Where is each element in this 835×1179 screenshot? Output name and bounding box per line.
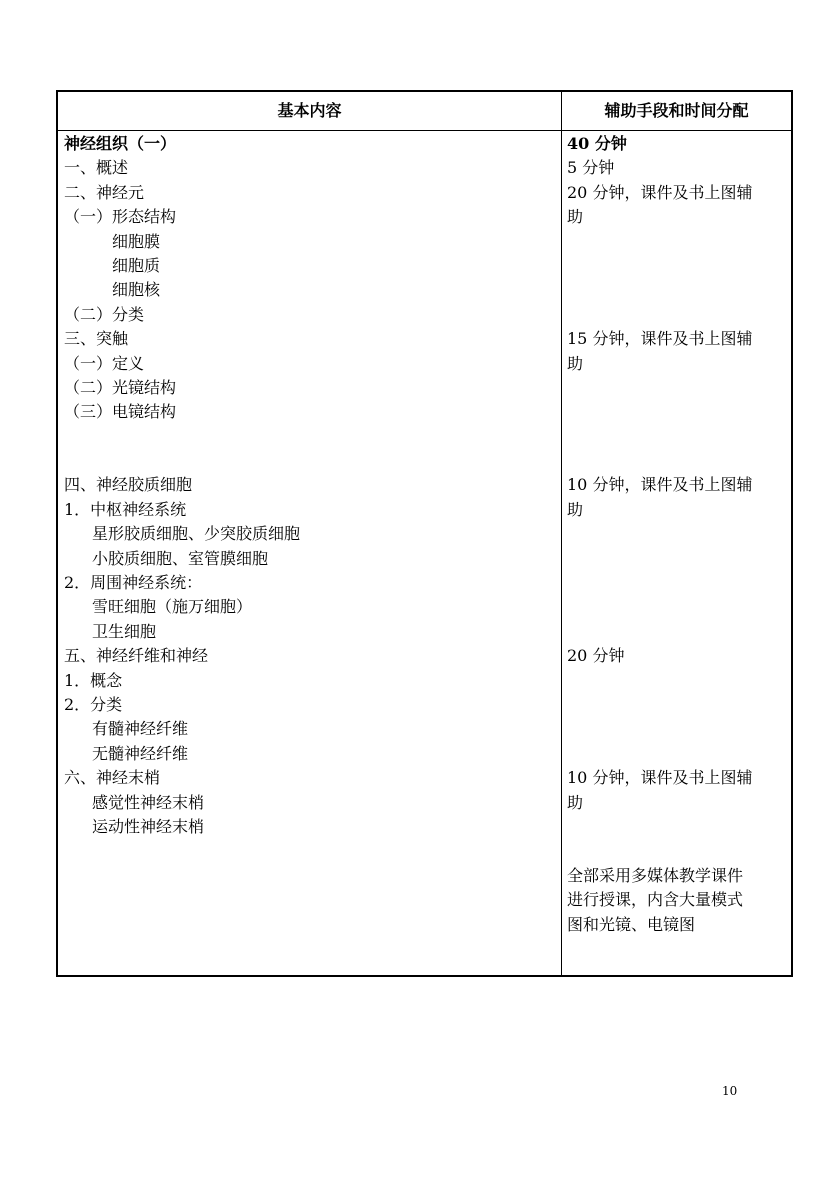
content-line: 有髓神经纤维 [92, 719, 189, 739]
content-line: （三）电镜结构 [64, 402, 177, 422]
content-line: 星形胶质细胞、少突胶质细胞 [92, 524, 301, 544]
content-line: 1．概念 [64, 670, 123, 690]
content-line: 小胶质细胞、室管膜细胞 [92, 548, 269, 568]
content-line: 卫生细胞 [92, 621, 157, 641]
content-line: 三、突触 [64, 329, 129, 349]
summary-note: 进行授课，内含大量模式 [567, 890, 744, 910]
content-line: （一）定义 [64, 353, 145, 373]
time-note: 20 分钟，课件及书上图辅 [567, 182, 753, 202]
time-note: 5 分钟 [567, 158, 615, 178]
content-line: 六、神经末梢 [64, 768, 161, 788]
content-line: 细胞核 [112, 280, 161, 300]
blank-line [567, 571, 789, 595]
content-line: 2．分类 [64, 694, 123, 714]
content-line: 感觉性神经末梢 [92, 792, 205, 812]
time-column [567, 132, 789, 937]
blank-line [64, 425, 554, 449]
summary-note: 全部采用多媒体教学课件 [567, 865, 744, 885]
content-line: 二、神经元 [64, 182, 145, 202]
blank-line [567, 620, 789, 644]
topic-title: 神经组织（一） [64, 134, 177, 153]
blank-line [567, 230, 789, 254]
blank-line [567, 839, 789, 863]
blank-line [567, 376, 789, 400]
summary-note: 图和光镜、电镜图 [567, 914, 696, 934]
total-time: 40 分钟 [567, 134, 627, 153]
content-line: 运动性神经末梢 [92, 816, 205, 836]
content-line: 雪旺细胞（施万细胞） [92, 597, 253, 617]
content-line: 五、神经纤维和神经 [64, 646, 209, 666]
content-line: 四、神经胶质细胞 [64, 475, 193, 495]
blank-line [567, 522, 789, 546]
content-line: 细胞质 [112, 255, 161, 275]
time-note: 10 分钟，课件及书上图辅 [567, 475, 753, 495]
blank-line [567, 547, 789, 571]
content-column [64, 132, 554, 839]
blank-line [567, 254, 789, 278]
time-note: 15 分钟，课件及书上图辅 [567, 329, 753, 349]
blank-line [567, 717, 789, 741]
content-line: （一）形态结构 [64, 207, 177, 227]
blank-line [567, 669, 789, 693]
header-divider [58, 130, 791, 131]
blank-line [567, 425, 789, 449]
content-line: 细胞膜 [112, 231, 161, 251]
time-note: 助 [567, 499, 584, 519]
column-divider [561, 92, 562, 975]
time-note: 助 [567, 792, 584, 812]
content-line: （二）分类 [64, 304, 145, 324]
blank-line [567, 278, 789, 302]
blank-line [567, 400, 789, 424]
page-number: 10 [722, 1084, 738, 1098]
content-line: 1．中枢神经系统 [64, 499, 187, 519]
time-note: 10 分钟，课件及书上图辅 [567, 768, 753, 788]
time-note: 助 [567, 207, 584, 227]
blank-line [567, 693, 789, 717]
content-line: 2．周围神经系统： [64, 573, 203, 593]
blank-line [567, 815, 789, 839]
blank-line [567, 449, 789, 473]
header-aids-time: 辅助手段和时间分配 [604, 101, 749, 120]
blank-line [567, 303, 789, 327]
blank-line [567, 595, 789, 619]
time-note: 20 分钟 [567, 646, 625, 666]
time-note: 助 [567, 353, 584, 373]
blank-line [64, 449, 554, 473]
content-line: 无髓神经纤维 [92, 743, 189, 763]
blank-line [567, 742, 789, 766]
content-line: （二）光镜结构 [64, 377, 177, 397]
lesson-plan-table [56, 90, 793, 977]
header-basic-content: 基本内容 [277, 101, 342, 120]
content-line: 一、概述 [64, 158, 129, 178]
